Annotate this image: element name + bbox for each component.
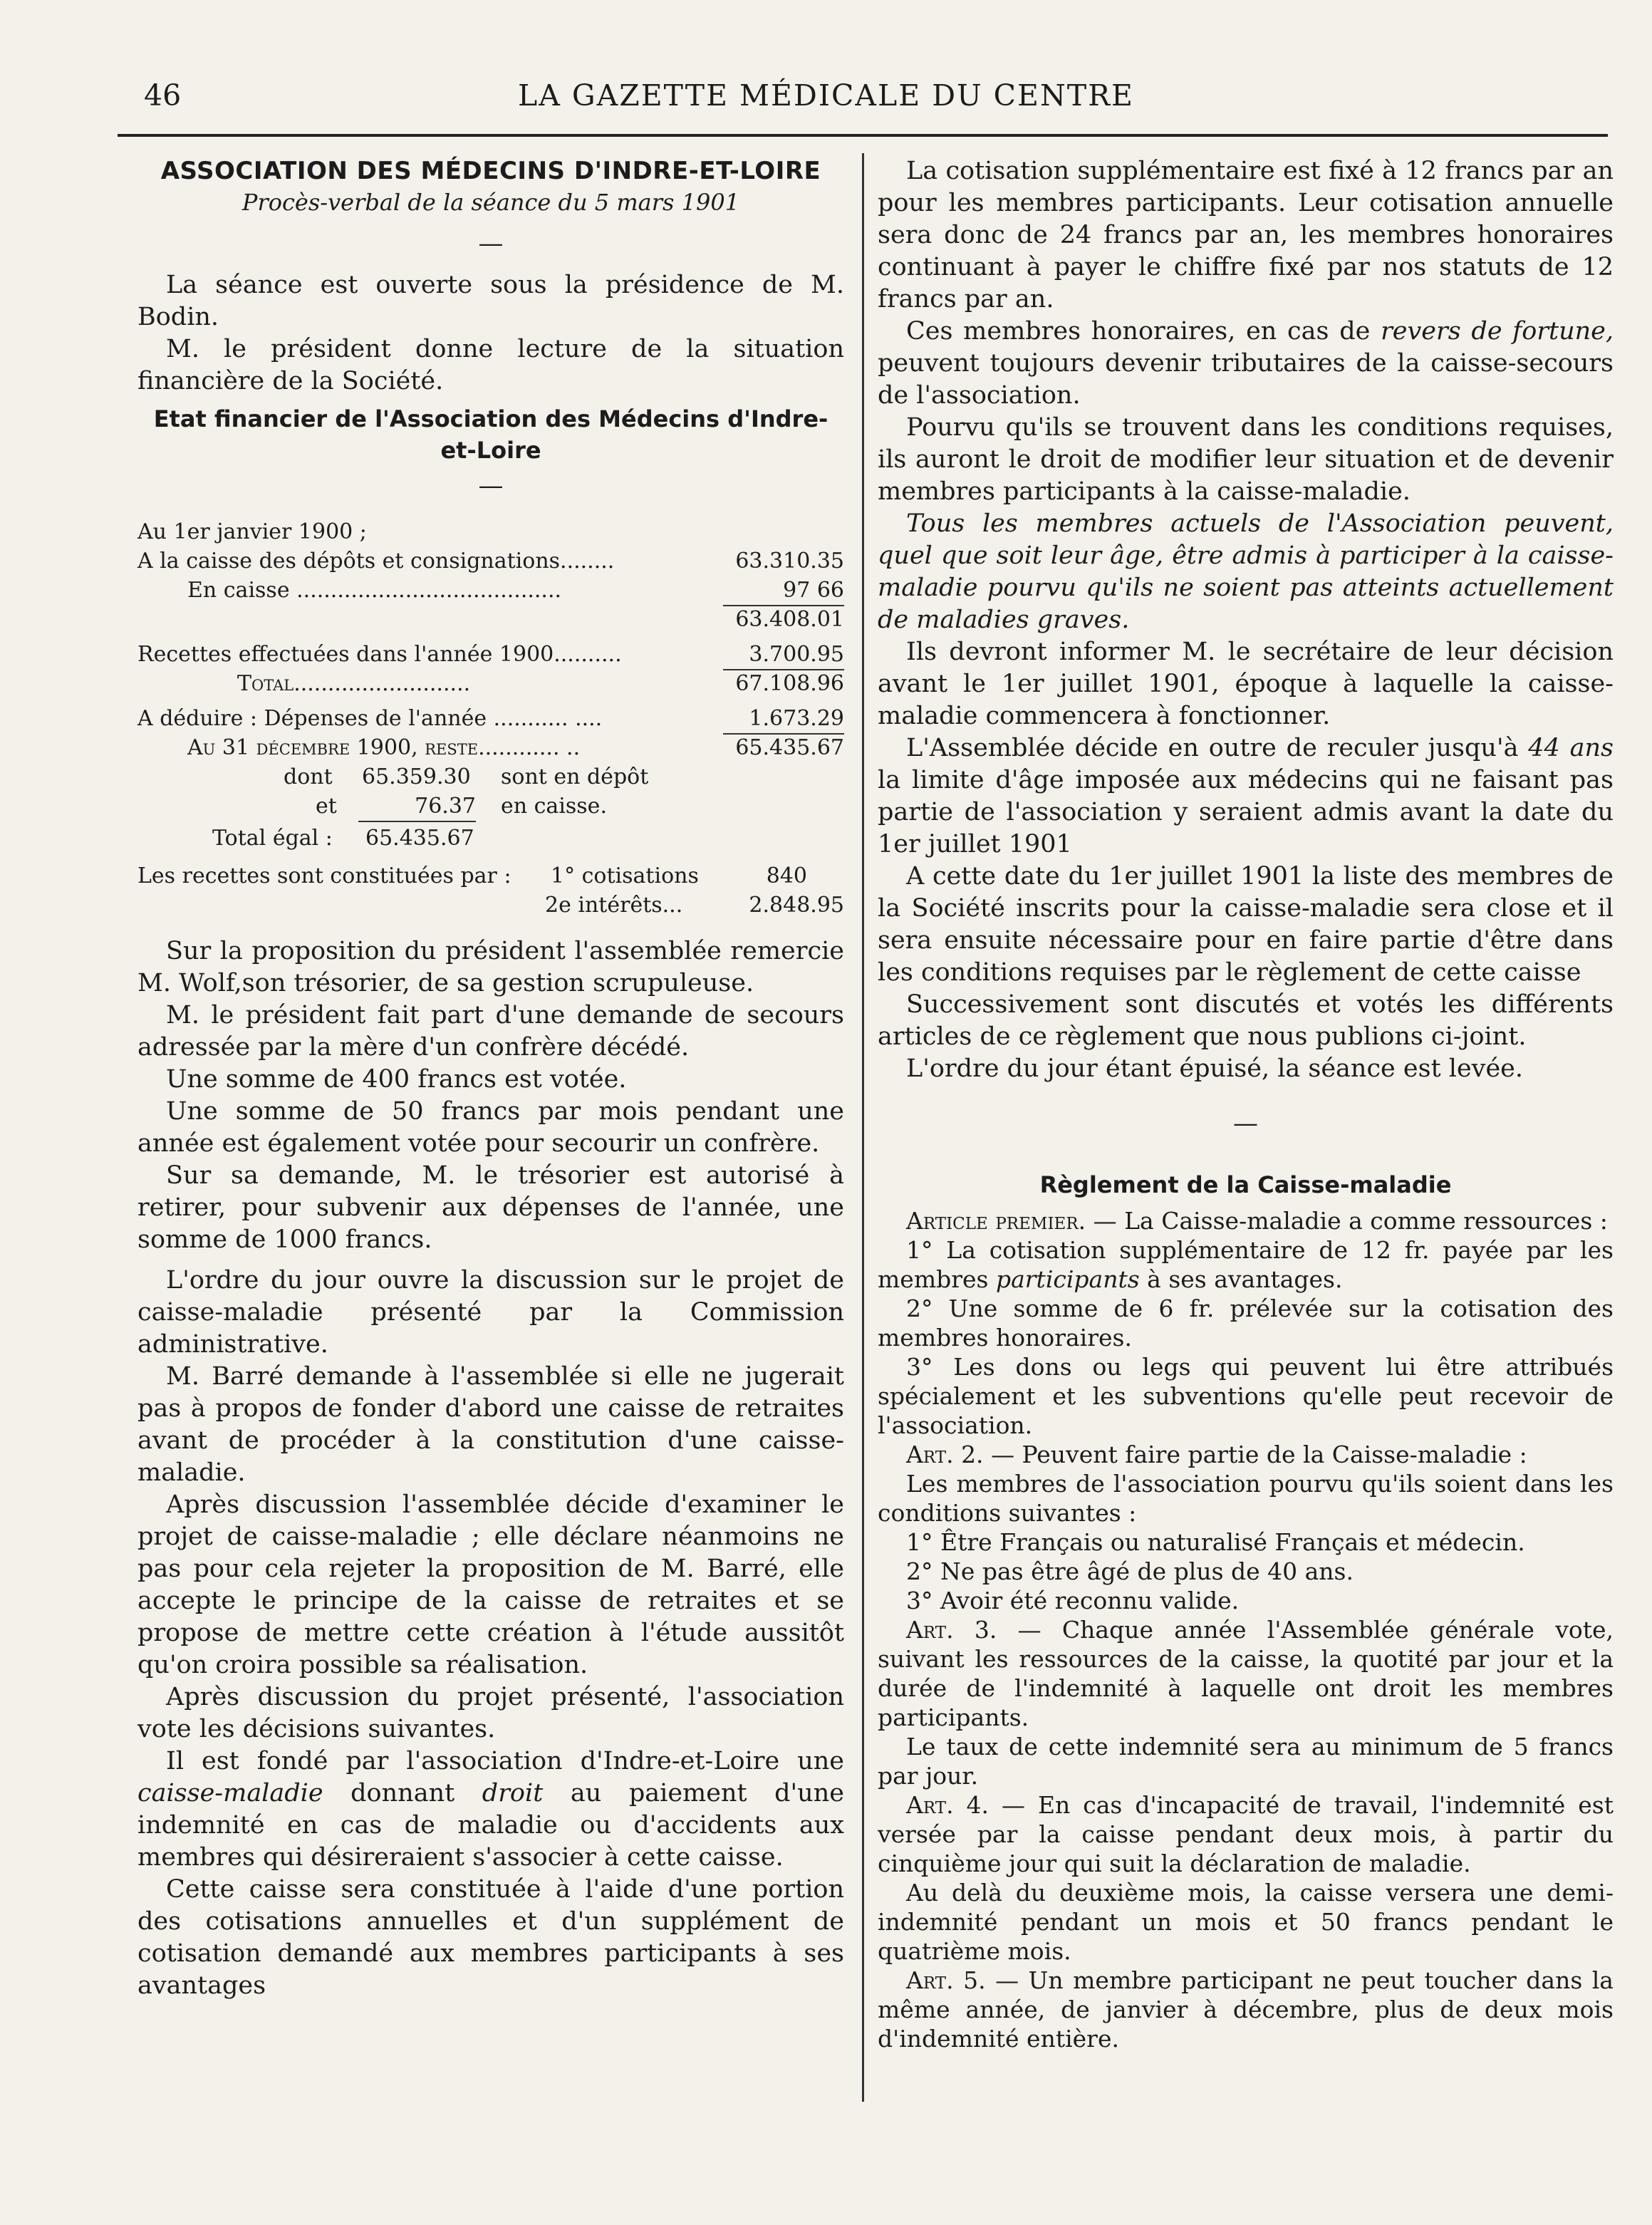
text-run-italic: droit xyxy=(482,1779,544,1808)
text-run-italic: caisse-maladie xyxy=(137,1779,323,1808)
row-amount: 65.435.67 xyxy=(365,826,474,851)
text-run: Ces membres honoraires, en cas de xyxy=(906,317,1371,346)
row-text: dont xyxy=(284,764,333,789)
article-4 xyxy=(878,1790,1614,1878)
paragraph: L'ordre du jour étant épuisé, la séance est levée. xyxy=(906,1054,1523,1083)
paragraph: Sur sa demande, M. le trésorier est autorisé à retirer, pour subvenir aux dépenses de l'année, une somme de 1000 francs. xyxy=(137,1161,844,1254)
running-header xyxy=(0,78,1652,121)
article-label: Art. 5. xyxy=(906,1966,986,1994)
paragraph: M. le président fait part d'une demande de secours adressée par la mère d'un confrère décédé. xyxy=(137,1001,844,1062)
separator-dash: — xyxy=(478,472,504,500)
article-2 xyxy=(878,1440,1614,1469)
paragraph: Sur la proposition du président l'assemblée remercie M. Wolf,son trésorier, de sa gestion scrupuleuse. xyxy=(137,937,844,997)
article-label: Article premier. xyxy=(906,1207,1086,1235)
row-amount: 65.359.30 xyxy=(362,764,471,789)
text-run: — Peuvent faire partie de la Caisse-maladie : xyxy=(991,1441,1527,1468)
paragraph: Tous les membres actuels de l'Association peuvent, quel que soit leur âge, être admis à participer à la caisse-maladie pourvu qu'ils ne soient pas atteints actuellement de maladies graves. xyxy=(878,509,1614,634)
paragraph: La cotisation supplémentaire est fixé à 12 francs par an pour les membres participants. Leur cotisation annuelle sera donc de 24 francs par an, les membres honoraires continuant à payer le chiffre fixé par nos statuts de 12 francs par an. xyxy=(878,157,1614,313)
article-label: Art. 3. xyxy=(906,1616,997,1644)
paragraph xyxy=(137,1746,844,1874)
list-item xyxy=(878,1235,1614,1294)
table-row xyxy=(137,669,844,698)
article-1 xyxy=(878,1206,1614,1235)
journal-title: LA GAZETTE MÉDICALE DU CENTRE xyxy=(518,78,1134,113)
article-label: Art. 4. xyxy=(906,1791,989,1819)
financial-statement-title: Etat financier de l'Association des Médecins d'Indre-et-Loire xyxy=(153,405,828,464)
paragraph: A cette date du 1er juillet 1901 la liste des membres de la Société inscrits pour la caisse-maladie sera close et il sera ensuite nécessaire pour en faire partie d'être dans les conditions requises par le règlement de cette caisse xyxy=(878,862,1614,987)
row-text: sont en dépôt xyxy=(501,764,649,789)
paragraph xyxy=(878,316,1614,412)
table-row xyxy=(137,517,844,546)
text-run: L'Assemblée décide en outre de reculer jusqu'à xyxy=(906,734,1519,762)
financial-table xyxy=(137,517,844,920)
paragraph xyxy=(878,732,1614,861)
paragraph: L'ordre du jour ouvre la discussion sur le projet de caisse-maladie présenté par la Commission administrative. xyxy=(137,1266,844,1359)
row-amount: 63.408.01 xyxy=(735,607,844,632)
table-row xyxy=(137,762,844,792)
list-item: 2° Ne pas être âgé de plus de 40 ans. xyxy=(906,1557,1354,1585)
article-subtitle: Procès-verbal de la séance du 5 mars 1901 xyxy=(241,189,740,216)
list-item: 3° Avoir été reconnu valide. xyxy=(906,1587,1240,1614)
article-title: ASSOCIATION DES MÉDECINS D'INDRE-ET-LOIRE xyxy=(160,157,821,185)
separator-dash: — xyxy=(1233,1109,1258,1138)
row-amount: 3.700.95 xyxy=(723,640,844,670)
row-amount: 76.37 xyxy=(358,792,476,822)
paragraph: Après discussion du projet présenté, l'association vote les décisions suivantes. xyxy=(137,1683,844,1743)
row-label: En caisse ....................................... xyxy=(187,578,562,603)
row-amount: 1.673.29 xyxy=(723,704,844,735)
text-run: — Un membre participant ne peut toucher dans la même année, de janvier à décembre, plus de deux mois d'indemnité entière. xyxy=(878,1966,1614,2053)
paragraph: M. Barré demande à l'assemblée si elle ne jugerait pas à propos de fonder d'abord une caisse de retraites avant de procéder à la constitution d'une caisse-maladie. xyxy=(137,1362,844,1487)
column-divider xyxy=(862,153,864,2102)
article-5 xyxy=(878,1966,1614,2053)
text-run: peuvent toujours devenir tributaires de la caisse-secours de l'association. xyxy=(878,349,1614,410)
regulation-title: Règlement de la Caisse-maladie xyxy=(1039,1171,1452,1198)
table-row xyxy=(137,576,844,605)
text-run: Il est fondé par l'association d'Indre-et-Loire une xyxy=(166,1747,844,1775)
text-run: — En cas d'incapacité de travail, l'indemnité est versée par la caisse pendant deux mois, à partir du cinquième jour qui suit la déclaration de maladie. xyxy=(878,1791,1614,1877)
text-run-italic: 44 ans xyxy=(1528,734,1614,762)
row-text: en caisse. xyxy=(501,794,607,819)
left-column xyxy=(137,155,844,2002)
text-run: la limite d'âge imposée aux médecins qui ne faisant pas partie de l'association y seraient admis avant la date du 1er juillet 1901 xyxy=(878,766,1614,859)
text-run: — La Caisse-maladie a comme ressources : xyxy=(1093,1207,1608,1235)
text-run: — Chaque année l'Assemblée générale vote, suivant les ressources de la caisse, la quotité par jour et la durée de l'indemnité à laquelle ont droit les membres participants. xyxy=(878,1616,1614,1731)
list-item: 3° Les dons ou legs qui peuvent lui être attribués spécialement et les subventions qu'elle peut recevoir de l'association. xyxy=(878,1353,1614,1439)
paragraph: Les membres de l'association pourvu qu'ils soient dans les conditions suivantes : xyxy=(878,1470,1614,1527)
row-amount: 63.310.35 xyxy=(735,549,844,574)
text-run: 1° La cotisation supplémentaire de 12 fr. payée par les membres xyxy=(878,1236,1614,1293)
paragraph: La séance est ouverte sous la présidence de M. Bodin. xyxy=(137,271,844,331)
list-item: 1° Être Français ou naturalisé Français et médecin. xyxy=(906,1528,1525,1556)
paragraph: Au delà du deuxième mois, la caisse versera une demi-indemnité pendant un mois et 50 francs pendant le quatrième mois. xyxy=(878,1879,1614,1965)
row-label: A déduire : Dépenses de l'année ........... .... xyxy=(137,706,603,731)
text-run: donnant xyxy=(350,1779,455,1808)
paragraph: Ils devront informer M. le secrétaire de leur décision avant le 1er juillet 1901, époque à laquelle la caisse-maladie commencera à fonctionner. xyxy=(878,638,1614,730)
table-row xyxy=(137,891,844,920)
row-amount: 65.435.67 xyxy=(735,735,844,760)
paragraph: M. le président donne lecture de la situation financière de la Société. xyxy=(137,335,844,395)
table-row xyxy=(137,546,844,576)
row-amount: 67.108.96 xyxy=(735,671,844,696)
row-label: Total.......................... xyxy=(237,671,471,696)
separator-dash: — xyxy=(478,229,504,258)
table-row xyxy=(137,824,844,853)
paragraph: Une somme de 50 francs par mois pendant une année est également votée pour secourir un confrère. xyxy=(137,1097,844,1158)
text-run: au paiement d'une indemnité en cas de maladie ou d'accidents aux membres qui désireraient s'associer à cette caisse. xyxy=(137,1779,844,1872)
row-amount: 840 xyxy=(766,863,807,888)
table-row xyxy=(137,792,844,821)
table-row xyxy=(137,733,844,762)
right-column xyxy=(878,155,1614,2053)
paragraph: Pourvu qu'ils se trouvent dans les conditions requises, ils auront le droit de modifier leur situation et de devenir membres participants à la caisse-maladie. xyxy=(878,413,1614,506)
list-item: 2° Une somme de 6 fr. prélevée sur la cotisation des membres honoraires. xyxy=(878,1295,1614,1352)
table-row xyxy=(137,861,844,891)
paragraph: Cette caisse sera constituée à l'aide d'une portion des cotisations annuelles et d'un supplément de cotisation demandé aux membres participants à ses avantages xyxy=(137,1875,844,2000)
row-label: Au 31 décembre 1900, reste............ .. xyxy=(187,735,581,760)
row-label: Recettes effectuées dans l'année 1900.......... xyxy=(137,642,622,667)
page-number: 46 xyxy=(144,78,182,113)
regulation-articles xyxy=(878,1206,1614,2053)
paragraph: Successivement sont discutés et votés les différents articles de ce règlement que nous publions ci-joint. xyxy=(878,990,1614,1051)
paragraph: Le taux de cette indemnité sera au minimum de 5 francs par jour. xyxy=(878,1733,1614,1790)
paragraph: Après discussion l'assemblée décide d'examiner le projet de caisse-maladie ; elle déclare néanmoins ne pas pour cela rejeter la proposition de M. Barré, elle accepte le principe de la caisse de retraites et se propose de mettre cette création à l'étude aussitôt qu'on croira possible sa réalisation. xyxy=(137,1490,844,1679)
text-run: à ses avantages. xyxy=(1147,1265,1343,1293)
row-text: 2e intérêts... xyxy=(545,893,683,918)
row-text: Total égal : xyxy=(212,826,333,851)
paragraph: Une somme de 400 francs est votée. xyxy=(166,1065,627,1094)
row-label: A la caisse des dépôts et consignations........ xyxy=(137,549,615,574)
text-run-italic: revers de fortune, xyxy=(1381,317,1614,346)
row-amount: 2.848.95 xyxy=(749,893,844,918)
article-3 xyxy=(878,1615,1614,1732)
row-text: 1° cotisations xyxy=(551,863,699,888)
article-label: Art. 2. xyxy=(906,1441,984,1468)
row-label: Au 1er janvier 1900 ; xyxy=(137,519,367,544)
text-run-italic: participants xyxy=(995,1265,1140,1293)
row-amount: 97 66 xyxy=(723,576,844,606)
table-row xyxy=(137,704,844,733)
table-row xyxy=(137,605,844,634)
row-label: Les recettes sont constituées par : xyxy=(137,863,511,888)
row-text: et xyxy=(316,794,337,819)
table-row xyxy=(137,640,844,669)
header-rule xyxy=(118,134,1608,137)
